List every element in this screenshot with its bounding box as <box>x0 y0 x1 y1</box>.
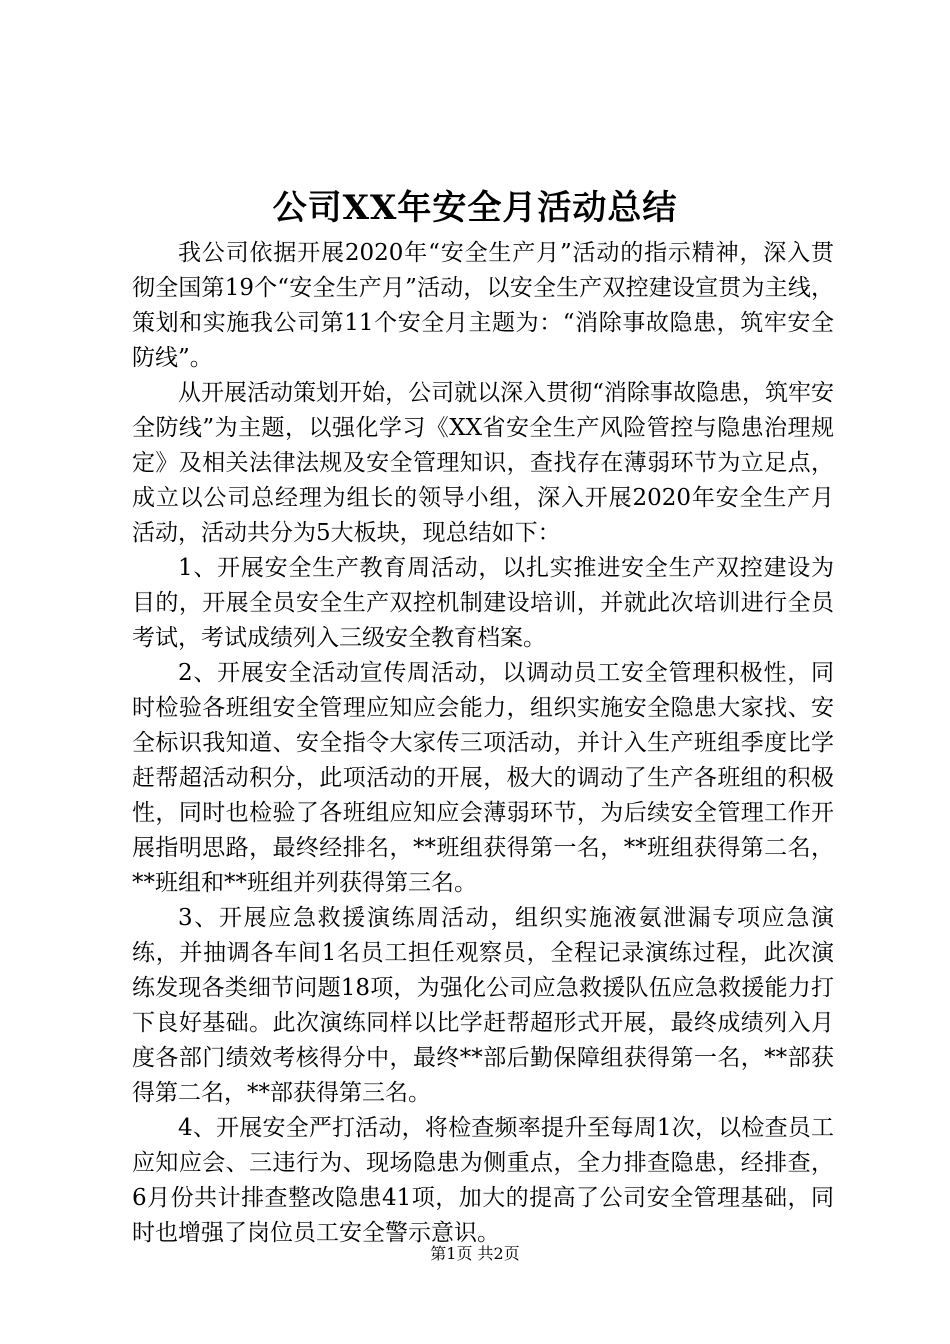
paragraph-item-4: 4、开展安全严打活动，将检查频率提升至每周1次，以检查员工应知应会、三违行为、现场隐患为侧重点，全力排查隐患，经排查，6月份共计排查整改隐患41项，加大的提高了公司安全管理基础，同时也增强了岗位员工安全警示意识。 <box>132 1115 834 1246</box>
paragraph-item-3: 3、开展应急救援演练周活动，组织实施液氨泄漏专项应急演练，并抽调各车间1名员工担任观察员，全程记录演练过程，此次演练发现各类细节问题18项，为强化公司应急救援队伍应急救援能力打下良好基础。此次演练同样以比学赶帮超形式开展，最终成绩列入月度各部门绩效考核得分中，最终**部后勤保障组获得第一名，**部获得第二名，**部获得第三名。 <box>132 905 834 1106</box>
document-title: 公司XX年安全月活动总结 <box>272 188 678 228</box>
paragraph-item-2: 2、开展安全活动宣传周活动，以调动员工安全管理积极性，同时检验各班组安全管理应知应会能力，组织实施安全隐患大家找、安全标识我知道、安全指令大家传三项活动，并计入生产班组季度比学赶帮超活动积分，此项活动的开展，极大的调动了生产各班组的积极性，同时也检验了各班组应知应会薄弱环节，为后续安全管理工作开展指明思路，最终经排名，**班组获得第一名，**班组获得第二名，**班组和**班组并列获得第三名。 <box>132 660 834 896</box>
page-footer: 第1页 共2页 <box>430 1244 520 1263</box>
paragraph-overview: 从开展活动策划开始，公司就以深入贯彻“消除事故隐患，筑牢安全防线”为主题，以强化学习《XX省安全生产风险管控与隐患治理规定》及相关法律法规及安全管理知识，查找存在薄弱环节为立足点，成立以公司总经理为组长的领导小组，深入开展2020年安全生产月活动，活动共分为5大板块，现总结如下： <box>132 380 834 546</box>
paragraph-item-1: 1、开展安全生产教育周活动，以扎实推进安全生产双控建设为目的，开展全员安全生产双控机制建设培训，并就此次培训进行全员考试，考试成绩列入三级安全教育档案。 <box>132 555 834 651</box>
paragraph-intro: 我公司依据开展2020年“安全生产月”活动的指示精神，深入贯彻全国第19个“安全生产月”活动，以安全生产双控建设宣贯为主线，策划和实施我公司第11个安全月主题为：“消除事故隐患，筑牢安全防线”。 <box>132 240 834 371</box>
document-body <box>132 236 834 1251</box>
